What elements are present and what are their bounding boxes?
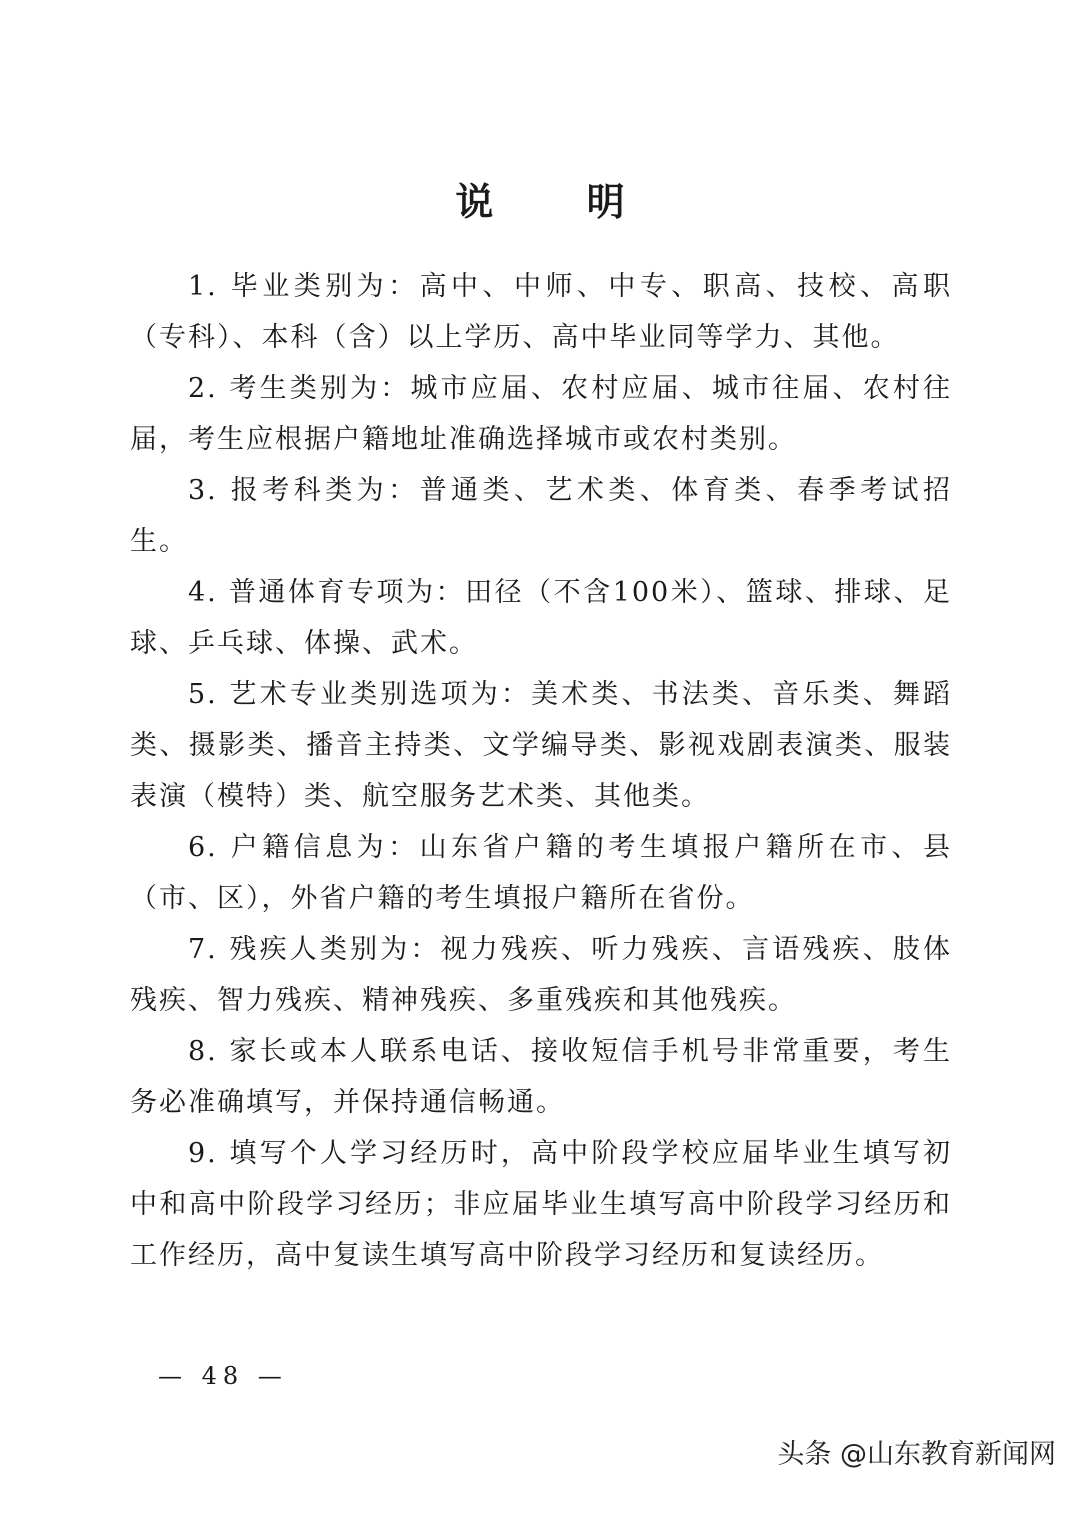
instruction-item-7: 7. 残疾人类别为：视力残疾、听力残疾、言语残疾、肢体残疾、智力残疾、精神残疾、多重残疾和其他残疾。: [130, 934, 952, 1016]
instruction-item-1: 1. 毕业类别为：高中、中师、中专、职高、技校、高职（专科）、本科（含）以上学历、高中毕业同等学力、其他。: [130, 271, 952, 353]
watermark-text: 头条 @山东教育新闻网: [777, 1439, 1056, 1470]
instruction-item-5: 5. 艺术专业类别选项为：美术类、书法类、音乐类、舞蹈类、摄影类、播音主持类、文学编导类、影视戏剧表演类、服装表演（模特）类、航空服务艺术类、其他类。: [130, 679, 952, 812]
instruction-item-9: 9. 填写个人学习经历时，高中阶段学校应届毕业生填写初中和高中阶段学习经历；非应届毕业生填写高中阶段学习经历和工作经历，高中复读生填写高中阶段学习经历和复读经历。: [130, 1138, 952, 1271]
instructions-list: [130, 261, 952, 1281]
instruction-item-8: 8. 家长或本人联系电话、接收短信手机号非常重要，考生务必准确填写，并保持通信畅通。: [130, 1036, 952, 1118]
page-number: — 48 —: [158, 1362, 288, 1390]
page-title: 说 明: [455, 180, 665, 224]
instruction-item-3: 3. 报考科类为：普通类、艺术类、体育类、春季考试招生。: [130, 475, 952, 557]
instruction-item-6: 6. 户籍信息为：山东省户籍的考生填报户籍所在市、县（市、区），外省户籍的考生填报户籍所在省份。: [130, 832, 952, 914]
instruction-item-4: 4. 普通体育专项为：田径（不含100米）、篮球、排球、足球、乒乓球、体操、武术。: [130, 577, 952, 659]
instruction-item-2: 2. 考生类别为：城市应届、农村应届、城市往届、农村往届，考生应根据户籍地址准确选择城市或农村类别。: [130, 373, 952, 455]
